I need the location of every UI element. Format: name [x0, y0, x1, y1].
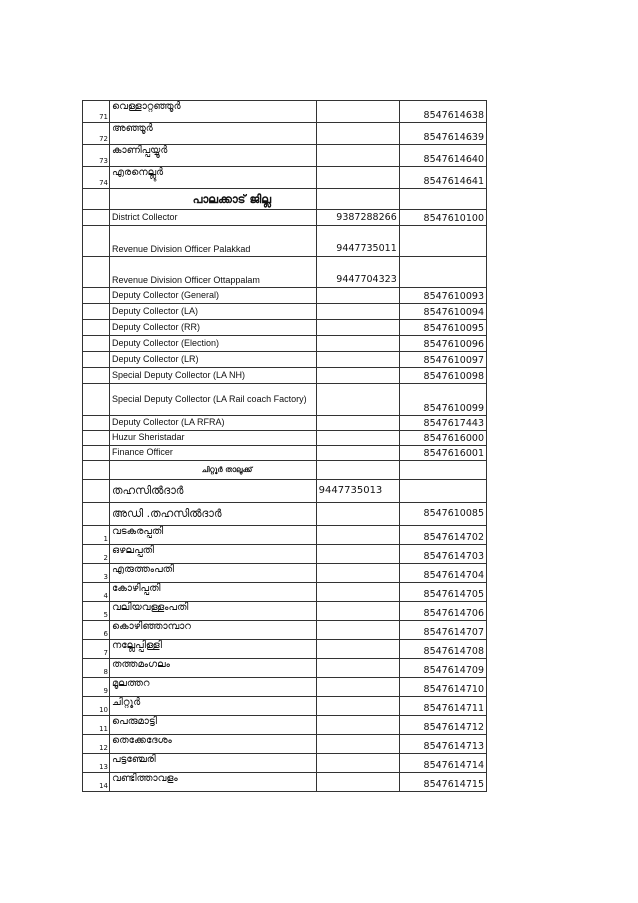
phone-2: 8547610096 [399, 336, 486, 352]
village-name: മൂലത്തറ [110, 678, 317, 697]
table-row [83, 583, 487, 602]
table-row [83, 716, 487, 735]
phone-1 [316, 352, 399, 368]
village-name: കൊഴിഞ്ഞാമ്പാറ [110, 621, 317, 640]
table-row [83, 480, 487, 503]
village-name: നല്ലേപ്പിള്ളി [110, 640, 317, 659]
row-number: 14 [83, 773, 110, 792]
village-name: ഒഴലപ്പതി [110, 545, 317, 564]
village-name: എരനെല്ലൂർ [110, 167, 317, 189]
phone-2: 8547614702 [399, 526, 486, 545]
row-number: 4 [83, 583, 110, 602]
village-name: വെള്ളാറ്റഞ്ഞൂർ [110, 101, 317, 123]
phone-2: 8547610099 [399, 384, 486, 416]
row-number: 7 [83, 640, 110, 659]
phone-2: 8547614714 [399, 754, 486, 773]
officer-title: Special Deputy Collector (LA NH) [110, 368, 317, 384]
officer-title: Special Deputy Collector (LA Rail coach Factory) [110, 384, 317, 416]
phone-2: 8547614708 [399, 640, 486, 659]
phone-1 [316, 320, 399, 336]
table-row [83, 564, 487, 583]
table-row [83, 352, 487, 368]
phone-1 [316, 167, 399, 189]
phone-2: 8547614709 [399, 659, 486, 678]
table-row [83, 226, 487, 257]
phone-1: 9447735011 [316, 226, 399, 257]
village-name: ചിറ്റൂർ [110, 697, 317, 716]
phone-1 [316, 304, 399, 320]
table-row [83, 754, 487, 773]
phone-1 [316, 503, 399, 526]
table-row [83, 446, 487, 461]
phone-2: 8547610093 [399, 288, 486, 304]
officer-title: Deputy Collector (LA RFRA) [110, 416, 317, 431]
phone-2: 8547614711 [399, 697, 486, 716]
phone-2: 8547610097 [399, 352, 486, 368]
phone-1 [316, 101, 399, 123]
phone-2: 8547614713 [399, 735, 486, 754]
phone-1 [316, 446, 399, 461]
phone-2: 8547614710 [399, 678, 486, 697]
phone-2: 8547614706 [399, 602, 486, 621]
phone-2 [399, 226, 486, 257]
phone-1 [316, 416, 399, 431]
row-number: 73 [83, 145, 110, 167]
table-row [83, 101, 487, 123]
phone-1 [316, 336, 399, 352]
row-number: 10 [83, 697, 110, 716]
officer-title: Deputy Collector (LR) [110, 352, 317, 368]
row-number: 12 [83, 735, 110, 754]
phone-2: 8547614705 [399, 583, 486, 602]
officer-title: Huzur Sheristadar [110, 431, 317, 446]
addl-tahsildar-title: അഡി .തഹസിൽദാർ [110, 503, 317, 526]
table-row [83, 735, 487, 754]
phone-2 [399, 480, 486, 503]
officer-title: Deputy Collector (LA) [110, 304, 317, 320]
village-name: വലിയവള്ളംപതി [110, 602, 317, 621]
officer-title: Finance Officer [110, 446, 317, 461]
phone-2: 8547614639 [399, 123, 486, 145]
phone-2: 8547610100 [399, 210, 486, 226]
village-name: കോഴിപ്പതി [110, 583, 317, 602]
table-row [83, 257, 487, 288]
phone-2: 8547614715 [399, 773, 486, 792]
phone-1: 9387288266 [316, 210, 399, 226]
table-row [83, 545, 487, 564]
phone-2: 8547614703 [399, 545, 486, 564]
table-row [83, 416, 487, 431]
tahsildar-title: തഹസിൽദാർ [110, 480, 317, 503]
row-number: 3 [83, 564, 110, 583]
table-row [83, 368, 487, 384]
phone-1 [316, 288, 399, 304]
phone-2: 8547610085 [399, 503, 486, 526]
table-row [83, 384, 487, 416]
phone-2 [399, 257, 486, 288]
table-row [83, 320, 487, 336]
row-number: 2 [83, 545, 110, 564]
phone-2: 8547614704 [399, 564, 486, 583]
table-row [83, 431, 487, 446]
village-name: വണ്ടിത്താവളം [110, 773, 317, 792]
phone-1 [316, 431, 399, 446]
phone-1 [316, 123, 399, 145]
row-number: 74 [83, 167, 110, 189]
table-row [83, 640, 487, 659]
table-row [83, 123, 487, 145]
officer-title: Deputy Collector (RR) [110, 320, 317, 336]
table-row [83, 288, 487, 304]
village-name: വടകരപ്പതി [110, 526, 317, 545]
phone-2: 8547617443 [399, 416, 486, 431]
phone-2: 8547614712 [399, 716, 486, 735]
phone-1: 9447704323 [316, 257, 399, 288]
phone-1 [316, 384, 399, 416]
row-number: 1 [83, 526, 110, 545]
officer-title: District Collector [110, 210, 317, 226]
phone-1 [316, 145, 399, 167]
district-heading: പാലക്കാട് ജില്ല [110, 189, 317, 210]
row-number: 72 [83, 123, 110, 145]
village-name: തത്തമംഗലം [110, 659, 317, 678]
contact-table [82, 100, 487, 792]
table-row [83, 304, 487, 320]
table-row [83, 526, 487, 545]
phone-1 [316, 368, 399, 384]
row-number: 71 [83, 101, 110, 123]
table-row [83, 503, 487, 526]
phone-2: 8547616000 [399, 431, 486, 446]
phone-2: 8547610094 [399, 304, 486, 320]
row-number: 9 [83, 678, 110, 697]
officer-title: Deputy Collector (Election) [110, 336, 317, 352]
officer-title: Revenue Division Officer Palakkad [110, 226, 317, 257]
phone-2: 8547610098 [399, 368, 486, 384]
table-row [83, 697, 487, 716]
phone-2: 8547614640 [399, 145, 486, 167]
phone-2: 8547614707 [399, 621, 486, 640]
village-name: എരുത്തംപതി [110, 564, 317, 583]
village-name: പെരുമാട്ടി [110, 716, 317, 735]
officer-title: Deputy Collector (General) [110, 288, 317, 304]
officer-title: Revenue Division Officer Ottappalam [110, 257, 317, 288]
phone-2: 8547614638 [399, 101, 486, 123]
row-number: 13 [83, 754, 110, 773]
taluk-heading: ചിറ്റൂർ താലൂക്ക് [110, 461, 317, 480]
phone-2: 8547614641 [399, 167, 486, 189]
table-row [83, 773, 487, 792]
village-name: പട്ടഞ്ചേരി [110, 754, 317, 773]
table-row [83, 210, 487, 226]
row-number: 6 [83, 621, 110, 640]
row-number: 11 [83, 716, 110, 735]
row-number: 5 [83, 602, 110, 621]
table-row [83, 602, 487, 621]
row-number: 8 [83, 659, 110, 678]
village-name: അഞ്ഞൂർ [110, 123, 317, 145]
phone-2: 8547616001 [399, 446, 486, 461]
phone-2: 8547610095 [399, 320, 486, 336]
district-heading-row [83, 189, 487, 210]
table-row [83, 336, 487, 352]
table-row [83, 678, 487, 697]
table-row [83, 145, 487, 167]
table-row [83, 621, 487, 640]
table-row [83, 167, 487, 189]
village-name: തെക്കേദേശം [110, 735, 317, 754]
village-name: കാണിപ്പയ്യൂർ [110, 145, 317, 167]
taluk-heading-row [83, 461, 487, 480]
phone-1: 9447735013 [316, 480, 399, 503]
table-row [83, 659, 487, 678]
